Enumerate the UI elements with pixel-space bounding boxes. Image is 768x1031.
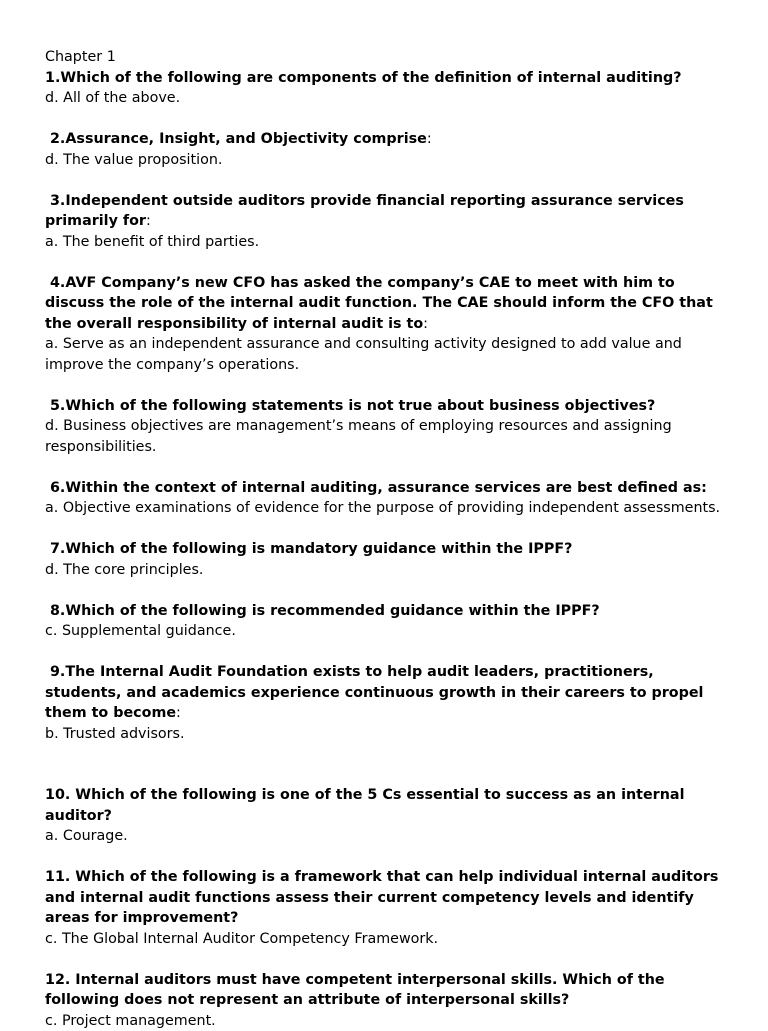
question-text: 5.Which of the following statements is not true about business objectives? bbox=[45, 398, 655, 414]
question-block bbox=[45, 129, 735, 170]
question-block bbox=[45, 970, 735, 1031]
question-suffix: : bbox=[146, 213, 151, 229]
question-text: 6.Within the context of internal auditing, assurance services are best defined as: bbox=[45, 480, 707, 496]
chapter-heading: Chapter 1 bbox=[45, 47, 735, 68]
answer-text: c. Project management. bbox=[45, 1011, 735, 1031]
question-block bbox=[45, 785, 735, 847]
question-text: 3.Independent outside auditors provide financial reporting assurance services primarily for bbox=[45, 193, 689, 230]
question-text: 1.Which of the following are components of the definition of internal auditing? bbox=[45, 70, 682, 86]
question-block bbox=[45, 273, 735, 376]
answer-text: d. The core principles. bbox=[45, 560, 735, 581]
question-block bbox=[45, 662, 735, 744]
answer-text: a. Objective examinations of evidence for the purpose of providing independent assessments. bbox=[45, 498, 735, 519]
answer-text: c. Supplemental guidance. bbox=[45, 621, 735, 642]
answer-text: d. All of the above. bbox=[45, 88, 735, 109]
answer-text: b. Trusted advisors. bbox=[45, 724, 735, 745]
question-text: 10. Which of the following is one of the 5 Cs essential to success as an internal auditor? bbox=[45, 787, 689, 824]
question-suffix: : bbox=[176, 705, 181, 721]
question-block bbox=[45, 68, 735, 109]
question-block bbox=[45, 191, 735, 253]
answer-text: a. Serve as an independent assurance and consulting activity designed to add value and improve the company’s operations. bbox=[45, 334, 735, 375]
answer-text: c. The Global Internal Auditor Competency Framework. bbox=[45, 929, 735, 950]
answer-text: d. The value proposition. bbox=[45, 150, 735, 171]
question-block bbox=[45, 478, 735, 519]
question-block bbox=[45, 539, 735, 580]
question-text: 11. Which of the following is a framework that can help individual internal auditors and internal audit functions assess their current competency levels and identify areas for improvement? bbox=[45, 869, 723, 926]
question-block bbox=[45, 396, 735, 458]
question-text: 7.Which of the following is mandatory guidance within the IPPF? bbox=[45, 541, 572, 557]
question-block bbox=[45, 601, 735, 642]
question-suffix: : bbox=[427, 131, 432, 147]
question-text: 9.The Internal Audit Foundation exists to help audit leaders, practitioners, students, and academics experience continuous growth in their careers to propel them to become bbox=[45, 664, 708, 721]
question-block bbox=[45, 867, 735, 949]
question-text: 4.AVF Company’s new CFO has asked the company’s CAE to meet with him to discuss the role of the internal audit function. The CAE should inform the CFO that the overall responsibility of internal audit is to bbox=[45, 275, 718, 332]
question-text: 8.Which of the following is recommended guidance within the IPPF? bbox=[45, 603, 600, 619]
question-suffix: : bbox=[423, 316, 428, 332]
answer-text: d. Business objectives are management’s means of employing resources and assigning responsibilities. bbox=[45, 416, 735, 457]
question-text: 2.Assurance, Insight, and Objectivity comprise bbox=[45, 131, 427, 147]
document-page bbox=[45, 47, 735, 1031]
answer-text: a. The benefit of third parties. bbox=[45, 232, 735, 253]
answer-text: a. Courage. bbox=[45, 826, 735, 847]
question-text: 12. Internal auditors must have competent interpersonal skills. Which of the following does not represent an attribute of interpersonal skills? bbox=[45, 972, 670, 1009]
